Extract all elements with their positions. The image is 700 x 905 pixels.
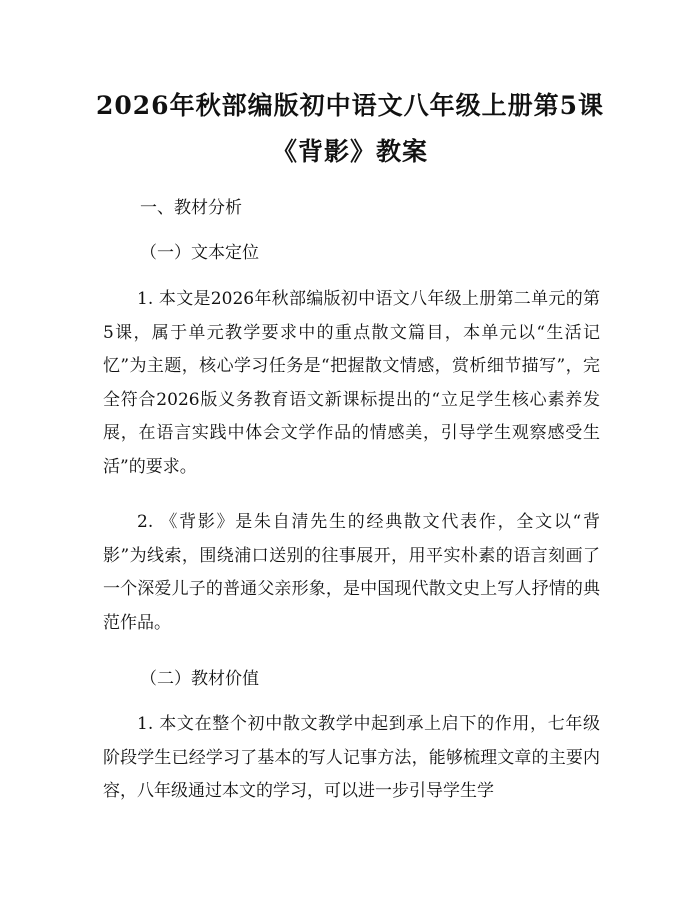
paragraph-3: 1. 本文在整个初中散文教学中起到承上启下的作用，七年级阶段学生已经学习了基本的写人记事方法，能够梳理文章的主要内容，八年级通过本文的学习，可以进一步引导学生学 [103, 714, 600, 801]
document-title-line1: 2026年秋部编版初中语文八年级上册第5课 [96, 91, 604, 120]
document-title-line2: 《背影》教案 [271, 137, 428, 166]
subsection-heading-textbook-value: （二）教材价值 [140, 669, 259, 689]
subsection-heading-text-positioning: （一）文本定位 [140, 243, 259, 263]
section-heading-textbook-analysis: 一、教材分析 [140, 198, 242, 218]
paragraph-2: 2. 《背影》是朱自清先生的经典散文代表作，全文以“背影”为线索，围绕浦口送别的往事展开，用平实朴素的语言刻画了一个深爱儿子的普通父亲形象，是中国现代散文史上写人抒情的典范作品。 [103, 512, 600, 633]
paragraph-1: 1. 本文是2026年秋部编版初中语文八年级上册第二单元的第5课，属于单元教学要求中的重点散文篇目，本单元以“生活记忆”为主题，核心学习任务是“把握散文情感，赏析细节描写”，完全符合2026版义务教育语文新课标提出的“立足学生核心素养发展，在语言实践中体会文学作品的情感美，引导学生观察感受生活”的要求。 [103, 289, 600, 477]
